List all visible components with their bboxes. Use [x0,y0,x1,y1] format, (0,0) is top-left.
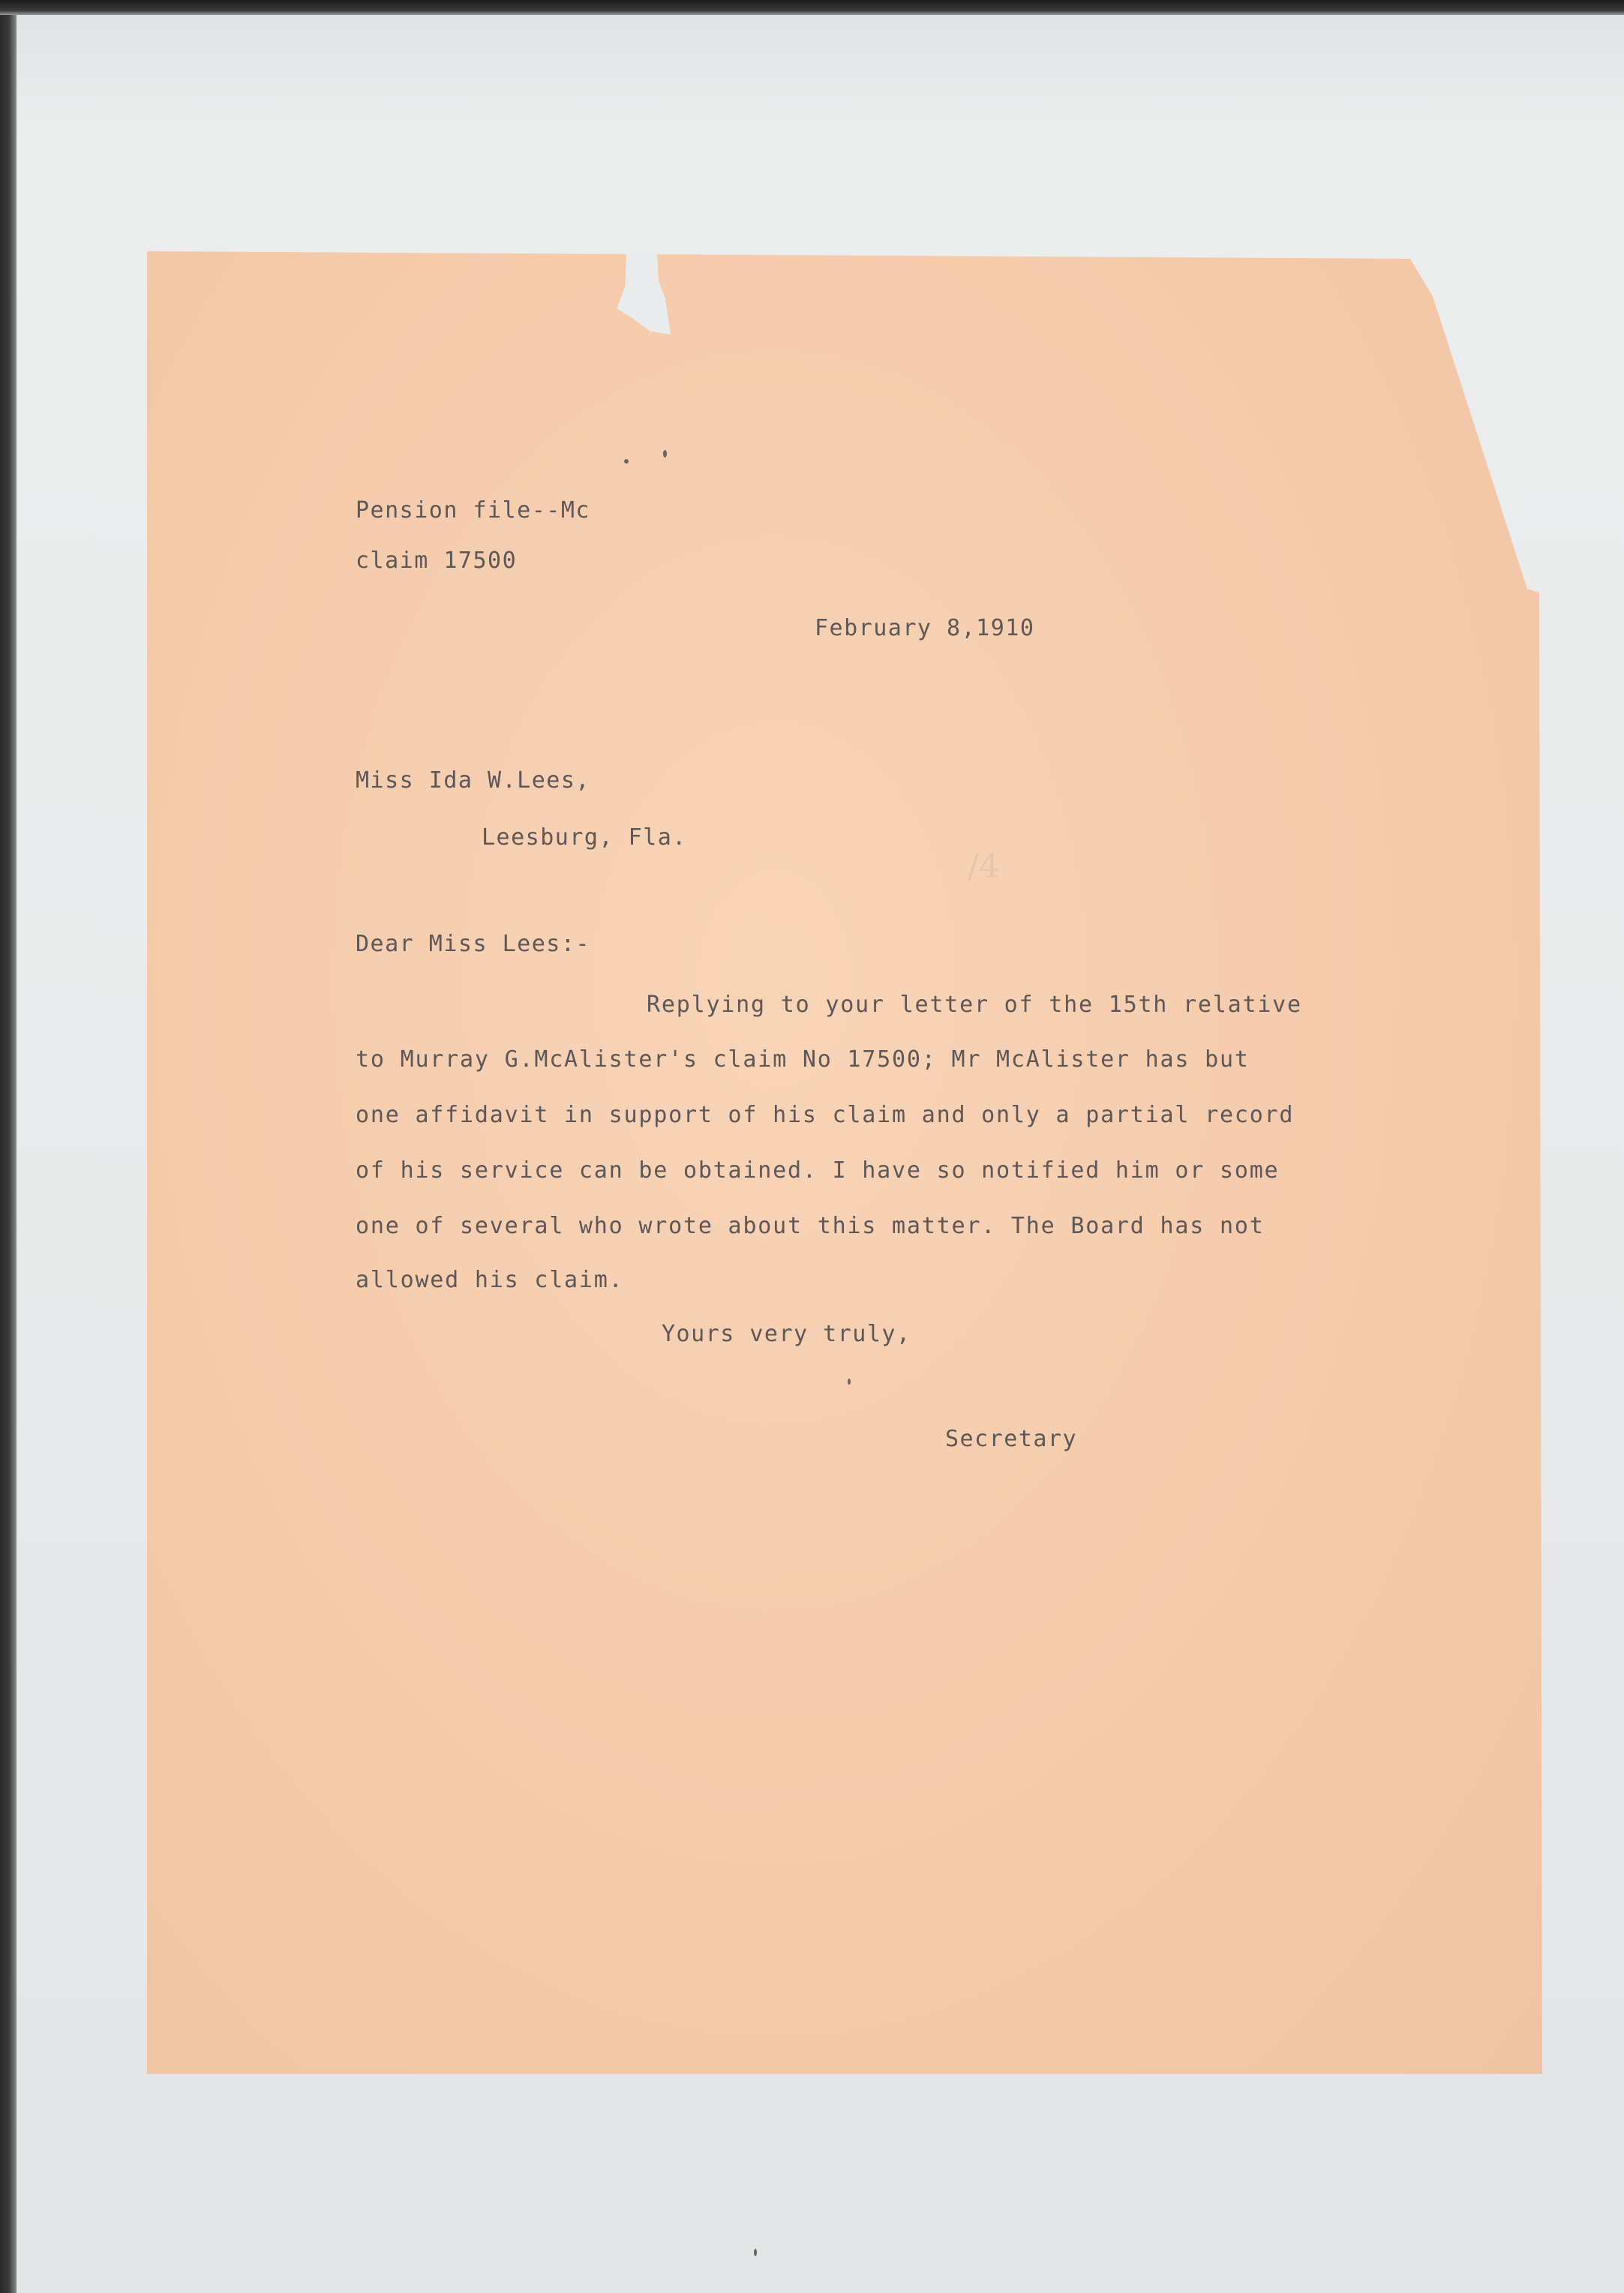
file-reference: Pension file--Mc [356,497,590,524]
ink-mark [663,450,667,458]
scanner-top-edge [0,0,1624,15]
body-line: of his service can be obtained. I have so notified him or some [356,1157,1280,1184]
scanner-left-edge [0,0,17,2293]
salutation: Dear Miss Lees:- [356,931,590,957]
claim-number: claim 17500 [356,548,518,574]
body-line: one of several who wrote about this matter. The Board has not [356,1213,1265,1239]
body-line: allowed his claim. [356,1267,624,1293]
ink-mark [848,1379,851,1385]
body-line: to Murray G.McAlister's claim No 17500; Mr McAlister has but [356,1046,1250,1073]
body-line: one affidavit in support of his claim and only a partial record [356,1102,1295,1128]
body-line: Replying to your letter of the 15th relative [647,992,1302,1018]
recipient-name: Miss Ida W.Lees, [356,767,590,794]
signature-title: Secretary [945,1426,1078,1452]
recipient-location: Leesburg, Fla. [482,824,687,851]
closing: Yours very truly, [662,1321,911,1347]
ink-mark [624,459,629,464]
ink-mark [754,2249,757,2256]
letter-date: February 8,1910 [815,615,1035,641]
faint-pencil-mark: /4 [968,848,1000,886]
